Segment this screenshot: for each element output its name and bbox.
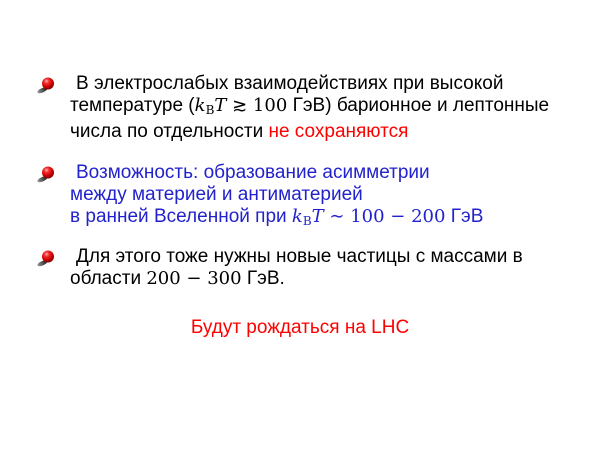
text-line — [70, 162, 575, 184]
bullet-text — [70, 162, 575, 232]
math-variable-T: T — [214, 95, 227, 116]
text-line — [70, 184, 575, 206]
math-expression: ∼ 100 − 200 — [323, 206, 446, 227]
text-run: Возможность: образование асимметрии — [76, 162, 430, 183]
math-variable-T: T — [311, 206, 324, 227]
bullet-item-asymmetry — [40, 162, 575, 232]
text-line — [70, 246, 575, 268]
bullet-text — [70, 73, 575, 143]
math-expression: ≳ 100 — [226, 95, 288, 116]
text-line — [70, 121, 575, 143]
text-run: в ранней Вселенной при — [70, 206, 292, 227]
text-run: Для этого тоже нужны новые частицы с массами в — [76, 246, 523, 267]
bullet-item-new-particles — [40, 246, 575, 290]
text-run: ГэВ) барионное и лептонные — [287, 95, 550, 116]
text-run: температуре ( — [70, 95, 195, 116]
footer-statement — [0, 317, 600, 339]
text-run: ГэВ. — [241, 268, 285, 289]
red-ball-bullet-icon — [37, 166, 55, 183]
text-run: В электрослабых взаимодействиях при высокой — [76, 73, 504, 94]
red-ball-bullet-icon — [37, 77, 55, 94]
red-ball-bullet-icon — [37, 250, 55, 267]
text-run: ГэВ — [445, 206, 484, 227]
math-expression: 200 − 300 — [146, 268, 242, 289]
math-subscript-B: B — [205, 103, 215, 117]
text-line — [70, 73, 575, 95]
text-line — [70, 95, 575, 121]
bullet-text — [70, 246, 575, 290]
bullet-item-electroweak — [40, 73, 575, 143]
text-line — [70, 268, 575, 290]
red-highlight-text: не сохраняются — [268, 121, 409, 142]
red-highlight-text: Будут рождаться на LHC — [190, 317, 410, 338]
math-variable-k: k — [291, 206, 303, 227]
math-variable-k: k — [194, 95, 206, 116]
text-run: числа по отдельности — [70, 121, 269, 142]
text-run: области — [70, 268, 147, 289]
math-subscript-B: B — [302, 214, 312, 228]
text-run: между материей и антиматерией — [70, 184, 363, 205]
text-line — [70, 206, 575, 232]
